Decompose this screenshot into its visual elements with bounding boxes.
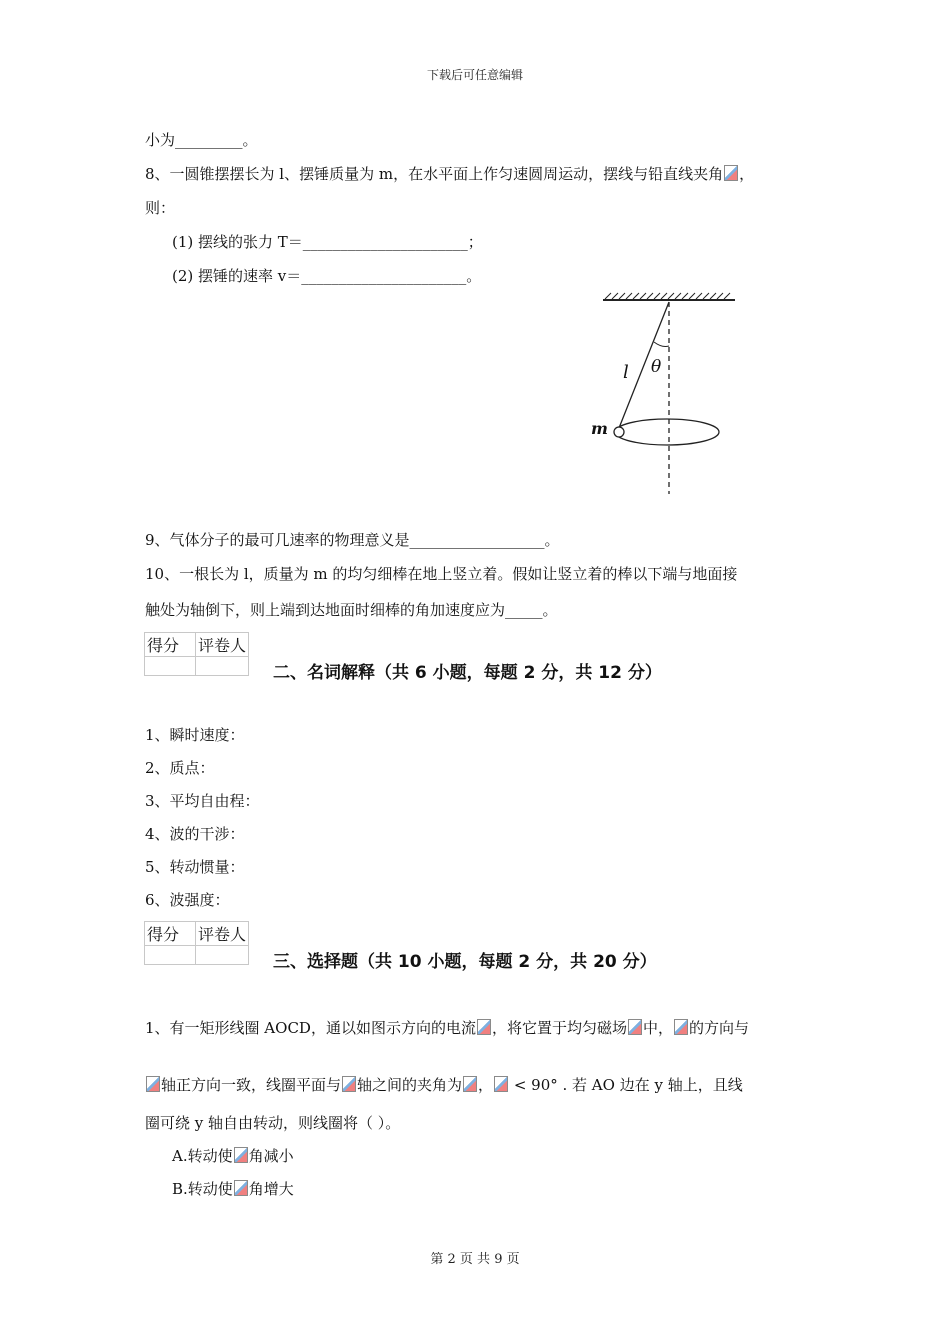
- grader-cell: [196, 657, 249, 676]
- section-3-title: 三、选择题（共 10 小题，每题 2 分，共 20 分）: [273, 952, 657, 972]
- text: 轴之间的夹角为: [357, 1076, 463, 1094]
- score-cell: [145, 657, 196, 676]
- text: 中，: [642, 1019, 673, 1037]
- term-item: 2、质点：: [145, 759, 215, 777]
- term-item: 3、平均自由程：: [145, 792, 260, 810]
- grader-label: 评卷人: [196, 633, 249, 657]
- conical-pendulum-diagram: [585, 290, 745, 500]
- text: 角增大: [248, 1180, 294, 1198]
- term-item: 1、瞬时速度：: [145, 726, 245, 744]
- text: 1、有一矩形线圈 AOCD，通以如图示方向的电流: [145, 1019, 476, 1037]
- circular-path: [615, 419, 719, 445]
- question-8-line1: [145, 164, 754, 184]
- ceiling-hatch: [605, 293, 730, 299]
- term-item: 5、转动惯量：: [145, 858, 245, 876]
- broken-image-icon: [146, 1076, 160, 1092]
- text: A.转动使: [172, 1147, 233, 1165]
- mass-label: m: [591, 419, 608, 438]
- grader-label: 评卷人: [196, 922, 249, 946]
- question-8-line2: 则：: [145, 199, 176, 217]
- page-footer: 第 2 页 共 9 页: [430, 1252, 520, 1267]
- text: B.转动使: [172, 1180, 233, 1198]
- question-8-part2: (2) 摆锤的速率 v＝______________________。: [172, 267, 482, 285]
- choice-question-1-line3: 圈可绕 y 轴自由转动，则线圈将（ ）。: [145, 1114, 401, 1132]
- broken-image-icon: [628, 1019, 642, 1035]
- question-10-line2: 触处为轴倒下，则上端到达地面时细棒的角加速度应为_____。: [145, 601, 558, 619]
- choice-question-1-line2: [145, 1075, 743, 1095]
- pendulum-bob: [614, 427, 624, 437]
- score-label: 得分: [145, 633, 196, 657]
- term-item: 4、波的干涉：: [145, 825, 245, 843]
- broken-image-icon: [463, 1076, 477, 1092]
- broken-image-icon: [477, 1019, 491, 1035]
- text: 轴正方向一致，线圈平面与: [161, 1076, 342, 1094]
- score-box: [144, 921, 249, 965]
- choice-question-1-line1: [145, 1018, 749, 1038]
- grader-cell: [196, 946, 249, 965]
- page-header: 下载后可任意编辑: [426, 68, 523, 82]
- score-label: 得分: [145, 922, 196, 946]
- broken-image-icon: [674, 1019, 688, 1035]
- broken-image-icon: [234, 1147, 248, 1163]
- question-8-text: 8、一圆锥摆摆长为 l、摆锤质量为 m，在水平面上作匀速圆周运动，摆线与铅直线夹角: [145, 165, 724, 183]
- text: ，: [478, 1076, 494, 1094]
- section-2-title: 二、名词解释（共 6 小题，每题 2 分，共 12 分）: [273, 663, 662, 683]
- broken-image-icon: [342, 1076, 356, 1092]
- broken-image-icon: [234, 1180, 248, 1196]
- score-box: [144, 632, 249, 676]
- question-8-part1: (1) 摆线的张力 T＝______________________；: [172, 233, 483, 251]
- option-b: [172, 1179, 294, 1199]
- term-item: 6、波强度：: [145, 891, 230, 909]
- text: < 90° . 若 AO 边在 y 轴上，且线: [509, 1076, 743, 1094]
- punct: ，: [739, 165, 755, 183]
- text: ，将它置于均匀磁场: [491, 1019, 627, 1037]
- angle-label: θ: [651, 357, 662, 377]
- question-9: 9、气体分子的最可几速率的物理意义是__________________。: [145, 531, 560, 549]
- score-cell: [145, 946, 196, 965]
- text: 的方向与: [688, 1019, 749, 1037]
- broken-image-icon: [494, 1076, 508, 1092]
- angle-arc: [654, 342, 669, 347]
- text-line: 小为_________。: [145, 131, 258, 149]
- question-10-line1: 10、一根长为 l，质量为 m 的均匀细棒在地上竖立着。假如让竖立着的棒以下端与地面接: [145, 565, 738, 583]
- option-a: [172, 1146, 294, 1166]
- broken-image-icon: [724, 165, 738, 181]
- length-label: l: [623, 362, 629, 383]
- text: 角减小: [248, 1147, 294, 1165]
